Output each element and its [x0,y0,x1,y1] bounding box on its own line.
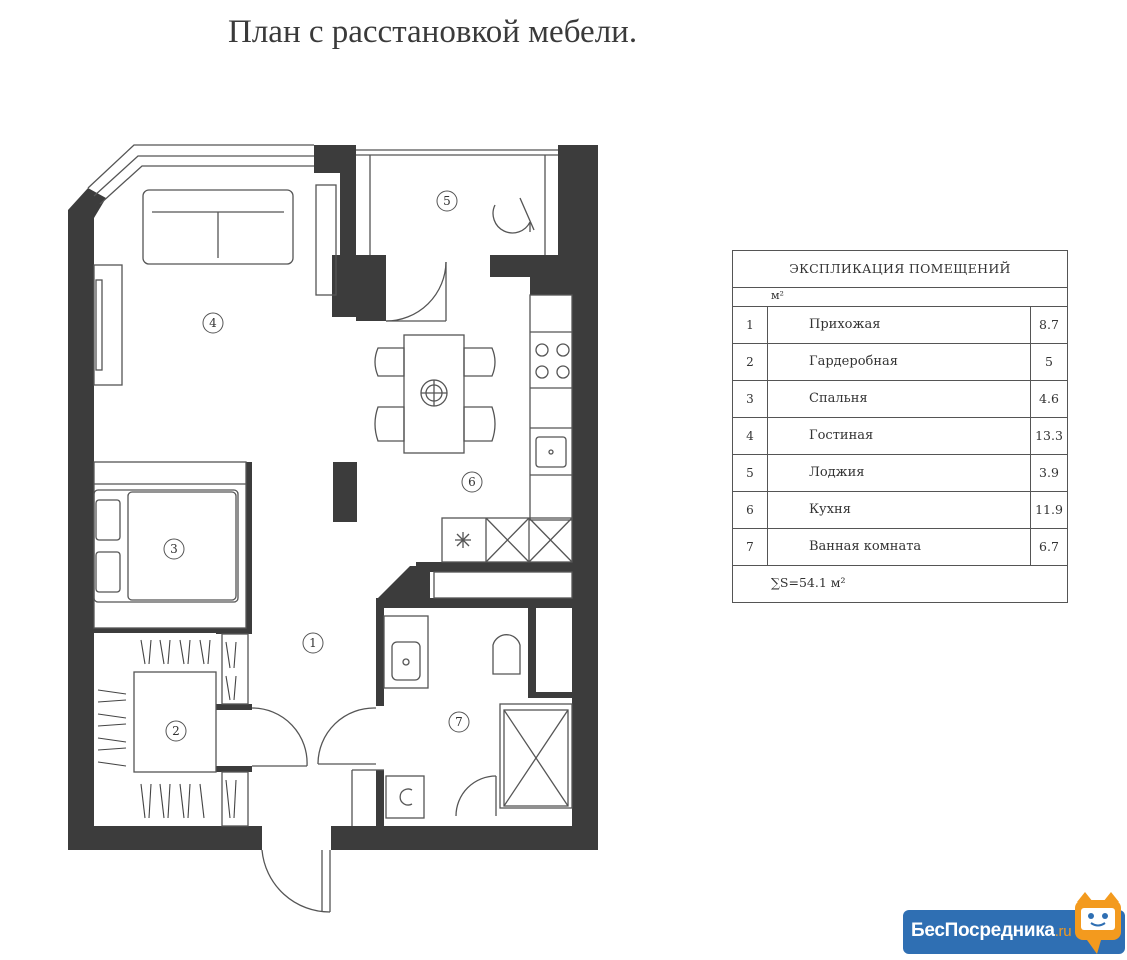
plan-title: План с расстановкой мебели. [228,14,638,50]
kitchen-sink [536,437,566,467]
chair [464,407,495,441]
wall-wc-bottom [528,692,572,698]
wall-kitchen-bottom [416,562,572,572]
total-area: ∑S=54.1 м² [771,575,846,590]
table-row [733,307,1067,344]
bath-door-arc [318,708,376,764]
wall-left [68,210,94,850]
wardrobe-door-arc [252,708,307,766]
room-number-6: 6 [468,475,476,489]
room-number-3: 3 [170,542,178,556]
table-row [733,455,1067,492]
table-header: ЭКСПЛИКАЦИЯ ПОМЕЩЕНИЙ [733,251,1067,288]
door-jamb-left [258,826,262,850]
wall-kitchen-top [530,277,572,295]
room-number-7: 7 [455,715,463,729]
room-name: Спальня [809,391,868,406]
bath-sink [392,642,420,680]
unit-label: м² [771,289,784,302]
room-area: 4.6 [1030,381,1067,417]
room-area: 8.7 [1030,307,1067,343]
room-area: 11.9 [1030,492,1067,528]
room-numbers [170,194,476,738]
row-number: 2 [733,344,768,380]
row-number: 3 [733,381,768,417]
walls [68,145,598,850]
table-unit-row [733,288,1067,307]
row-number: 1 [733,307,768,343]
room-area: 5 [1030,344,1067,380]
table-row [733,344,1067,381]
table-total-row [733,566,1067,602]
cabinet-hall [434,572,572,598]
washer [386,776,424,818]
row-number: 5 [733,455,768,491]
bay-window-inner2 [100,166,314,204]
mascot-icon [1071,892,1125,954]
wall-bath-left [376,598,384,706]
wall-wardrobe-top [216,628,252,634]
chair [464,348,495,376]
room-name: Гардеробная [809,354,898,369]
chair [375,407,404,441]
room-number-2: 2 [172,724,180,738]
row-number: 6 [733,492,768,528]
pillow [96,552,120,592]
wall-bottom-left [68,826,260,850]
wall-bedroom [246,462,252,630]
entrance-door-arc [262,850,330,912]
pillow [96,500,120,540]
room-name: Прихожая [809,317,881,332]
toilet [493,635,520,674]
shower-door-arc [456,776,496,816]
room-area: 6.7 [1030,529,1067,565]
wall-kitchen-bottom-left [416,562,430,608]
kitchen-counter [530,295,572,520]
room-name: Кухня [809,502,851,517]
wall-wc [528,608,536,692]
room-schedule-table [732,250,1068,603]
column [333,462,357,522]
tv-stand [94,265,122,385]
wall-bath-left-lower [376,770,384,828]
room-number-1: 1 [309,636,317,650]
logo-text: БесПосредника.ru [911,920,1072,941]
room-area: 3.9 [1030,455,1067,491]
besposrednika-logo[interactable] [903,910,1125,954]
wall-loggia-door-right [490,255,572,277]
room-markers [164,191,482,741]
wall-bottom-right [331,826,598,850]
room-name: Ванная комната [809,539,922,554]
table-row [733,381,1067,418]
table-row [733,492,1067,529]
wall-loggia-door-left [356,255,386,321]
wall-wardrobe-mid [216,704,252,710]
room-name: Лоджия [809,465,865,480]
chair [375,348,404,376]
hob [536,344,548,356]
room-name: Гостиная [809,428,874,443]
table-row [733,529,1067,566]
loggia-door-arc [386,262,446,321]
wall-wardrobe-lower [216,766,252,772]
table-row [733,418,1067,455]
row-number: 4 [733,418,768,454]
wall-bath-top [430,598,572,608]
row-number: 7 [733,529,768,565]
room-number-5: 5 [443,194,451,208]
room-number-4: 4 [209,316,217,330]
room-area: 13.3 [1030,418,1067,454]
wall-right-loggia [558,145,578,255]
vanity [384,616,428,688]
